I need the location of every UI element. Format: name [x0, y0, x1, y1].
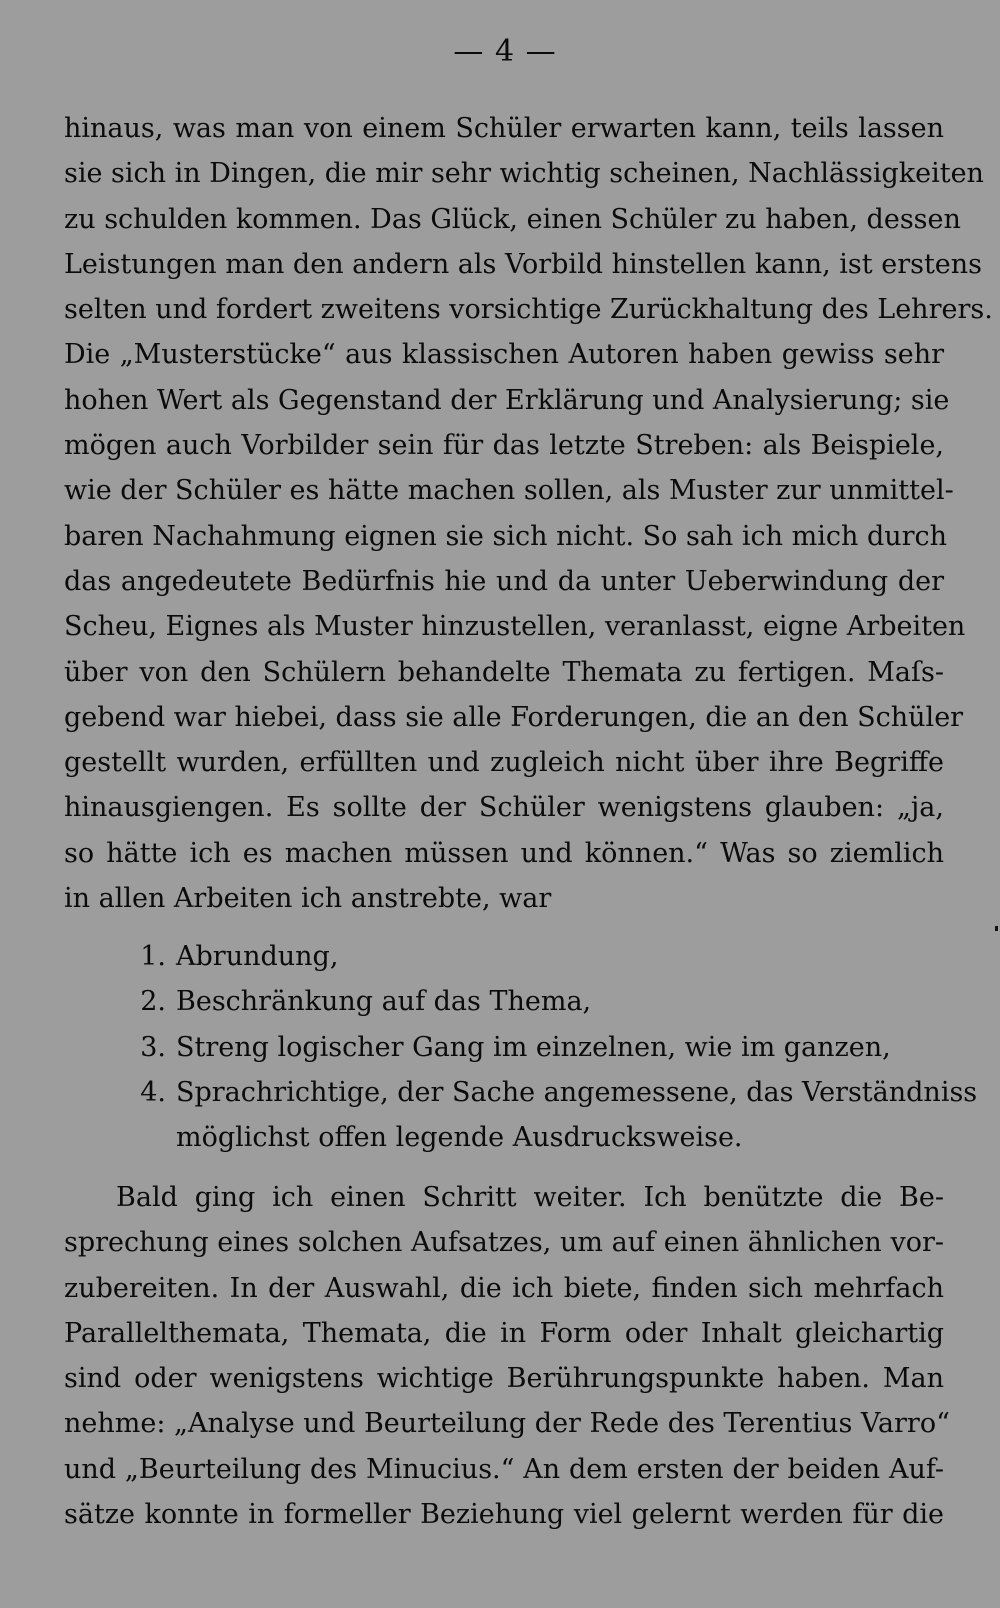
- list-text: Abrundung,: [176, 941, 339, 972]
- list-text: Beschränkung auf das Thema,: [176, 986, 592, 1018]
- list-item: [64, 1070, 978, 1115]
- text-line: hinausgiengen. Es sollte der Schüler wenigstens glauben: „ja,: [64, 792, 944, 824]
- text-line: Die „Musterstücke“ aus klassischen Autoren haben gewiss sehr: [64, 339, 944, 371]
- text-line: mögen auch Vorbilder sein für das letzte Streben: als Beispiele,: [64, 430, 944, 462]
- list-item: [64, 979, 944, 1024]
- text-line: wie der Schüler es hätte machen sollen, als Muster zur unmittel-: [64, 475, 954, 507]
- text-line: in allen Arbeiten ich anstrebte, war: [64, 883, 552, 915]
- list-number: 2.: [140, 986, 166, 1018]
- list-item: [64, 1025, 944, 1070]
- text-line: hinaus, was man von einem Schüler erwarten kann, teils lassen: [64, 113, 944, 144]
- paragraph-1: [64, 106, 993, 921]
- list-number: 3.: [140, 1031, 166, 1063]
- text-line: und „Beurteilung des Minucius.“ An dem ersten der beiden Auf-: [64, 1453, 944, 1485]
- text-line: gestellt wurden, erfüllten und zugleich nicht über ihre Begriffe: [64, 747, 944, 779]
- text-line: über von den Schülern behandelte Themata zu fertigen. Maſs-: [64, 656, 944, 688]
- scan-speck: [995, 926, 998, 931]
- text-line: gebend war hiebei, dass sie alle Forderungen, die an den Schüler: [64, 701, 964, 733]
- text-line: Parallelthemata, Themata, die in Form oder Inhalt gleichartig: [64, 1317, 944, 1349]
- text-line: selten und fordert zweitens vorsichtige Zurückhaltung des Lehrers.: [64, 294, 993, 326]
- page-number: — 4 —: [453, 34, 557, 69]
- list-number: 1.: [140, 941, 166, 972]
- list-text: Streng logischer Gang im einzelnen, wie im ganzen,: [176, 1031, 891, 1063]
- text-line: baren Nachahmung eignen sie sich nicht. So sah ich mich durch: [64, 520, 948, 552]
- text-line: so hätte ich es machen müssen und können.“ Was so ziemlich: [64, 837, 944, 869]
- numbered-list: [64, 934, 978, 1160]
- list-number: 4.: [140, 1076, 166, 1108]
- text-line: sprechung eines solchen Aufsatzes, um auf einen ähnlichen vor-: [64, 1227, 944, 1259]
- text-line: sätze konnte in formeller Beziehung viel gelernt werden für die: [64, 1499, 944, 1531]
- text-line: Bald ging ich einen Schritt weiter. Ich benützte die Be-: [116, 1182, 944, 1213]
- text-line: Leistungen man den andern als Vorbild hinstellen kann, ist erstens: [64, 248, 983, 280]
- list-text: Sprachrichtige, der Sache angemessene, das Verständniss: [176, 1076, 978, 1108]
- text-line: hohen Wert als Gegenstand der Erklärung und Analysierung; sie: [64, 384, 950, 416]
- text-line: sie sich in Dingen, die mir sehr wichtig scheinen, Nachlässigkeiten: [64, 158, 984, 190]
- text-line: das angedeutete Bedürfnis hie und da unter Ueberwindung der: [64, 565, 944, 597]
- list-item: [64, 934, 944, 979]
- text-line: nehme: „Analyse und Beurteilung der Rede des Terentius Varro“: [64, 1408, 950, 1440]
- paragraph-2: [64, 1175, 950, 1537]
- text-line: Scheu, Eignes als Muster hinzustellen, veranlasst, eigne Arbeiten: [64, 611, 966, 643]
- list-item-continuation: möglichst offen legende Ausdrucksweise.: [176, 1122, 743, 1154]
- text-line: zu schulden kommen. Das Glück, einen Schüler zu haben, dessen: [64, 203, 961, 235]
- text-line: zubereiten. In der Auswahl, die ich biete, finden sich mehrfach: [64, 1272, 944, 1304]
- text-line: sind oder wenigstens wichtige Berührungspunkte haben. Man: [64, 1363, 944, 1395]
